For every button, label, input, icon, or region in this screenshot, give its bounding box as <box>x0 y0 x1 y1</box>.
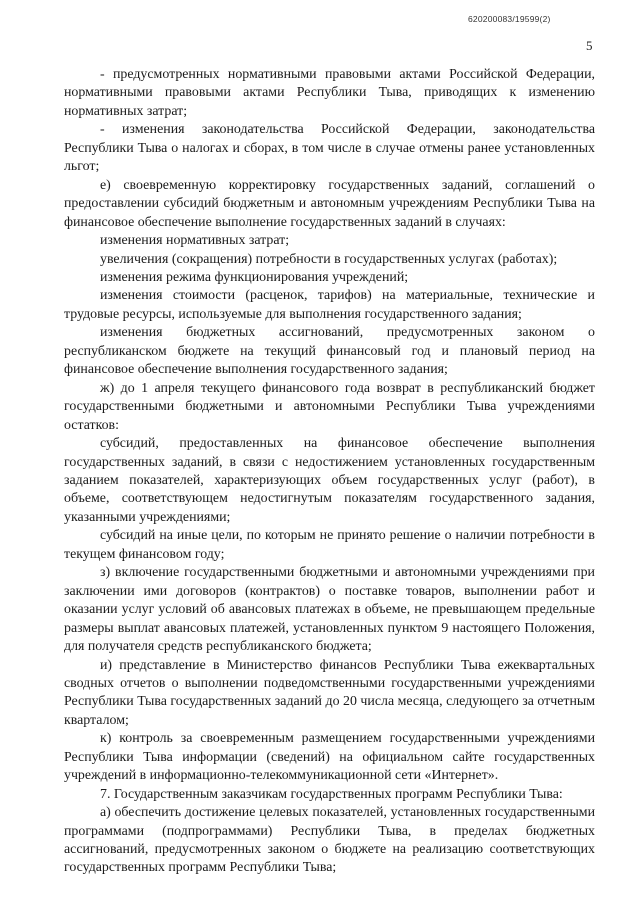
paragraph: изменения стоимости (расценок, тарифов) на материальные, технические и трудовые ресурсы, используемые для выполнения государственного задания; <box>64 288 595 322</box>
paragraph: и) представление в Министерство финансов Республики Тыва ежеквартальных сводных отчетов о выполнении подведомственными государственными учреждениями Республики Тыва государственных заданий до 20 числа месяца, следующего за отчетным кварталом; <box>64 657 595 728</box>
paragraph: субсидий на иные цели, по которым не принято решение о наличии потребности в текущем финансовом году; <box>64 528 595 562</box>
paragraph: з) включение государственными бюджетными и автономными учреждениями при заключении ими договоров (контрактов) о поставке товаров, выполнении работ и оказании услуг условий об авансовых платежах в объеме, не превышающем предельные размеры выплат авансовых платежей, установленных пунктом 9 настоящего Положения, для получателя средств республиканского бюджета; <box>64 565 595 655</box>
paragraph: изменения бюджетных ассигнований, предусмотренных законом о республиканском бюджете на текущий финансовый год и плановый период на финансовое обеспечение выполнения государственного задания; <box>64 325 595 378</box>
paragraph: - изменения законодательства Российской Федерации, законодательства Республики Тыва о налогах и сборах, в том числе в случае отмены ранее установленных льгот; <box>64 122 595 175</box>
paragraph: изменения нормативных затрат; <box>100 233 290 249</box>
paragraph: ж) до 1 апреля текущего финансового года возврат в республиканский бюджет государственными бюджетными и автономными Республики Тыва учреждениями остатков: <box>64 380 595 433</box>
paragraph: изменения режима функционирования учреждений; <box>100 269 409 285</box>
page-number: 5 <box>586 38 593 53</box>
paragraph: а) обеспечить достижение целевых показателей, установленных государственными программами (подпрограммами) Республики Тыва, в пределах бюджетных ассигнований, предусмотренных законом о бюджете на реализацию соответствующих государственных программ Республики Тыва; <box>64 805 595 876</box>
document-body <box>64 66 595 878</box>
paragraph: к) контроль за своевременным размещением государственными учреждениями Республики Тыва информации (сведений) на официальном сайте государственных учреждений в информационно-телекоммуникационной сети «Интернет». <box>64 731 595 784</box>
paragraph: - предусмотренных нормативными правовыми актами Российской Федерации, нормативными правовыми актами Республики Тыва, приводящих к изменению нормативных затрат; <box>64 67 595 119</box>
paragraph: увеличения (сокращения) потребности в государственных услугах (работах); <box>100 251 558 267</box>
paragraph: е) своевременную корректировку государственных заданий, соглашений о предоставлении субсидий бюджетным и автономным учреждениям Республики Тыва на финансовое обеспечение выполнение государственных заданий в случаях: <box>64 177 595 230</box>
paragraph: субсидий, предоставленных на финансовое обеспечение выполнения государственных заданий, в связи с недостижением установленных государственным заданием показателей, характеризующих объем государственных услуг (работ), в объеме, соответствующем недостигнутым показателям государственного задания, указанными учреждениями; <box>64 436 595 525</box>
document-id: 620200083/19599(2) <box>468 14 551 24</box>
paragraph: 7. Государственным заказчикам государственных программ Республики Тыва: <box>100 786 563 802</box>
